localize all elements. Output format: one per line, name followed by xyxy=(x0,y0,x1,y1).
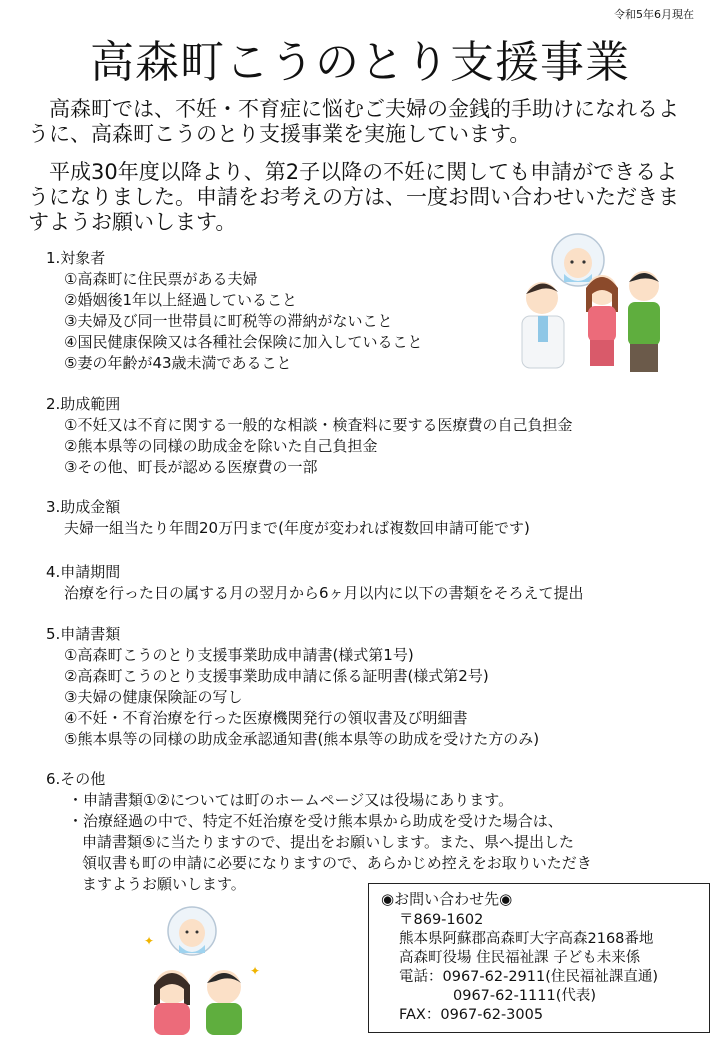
list-item: 治療を行った日の属する月の翌月から6ヶ月以内に以下の書類をそろえて提出 xyxy=(64,584,584,602)
contact-heading: ◉お問い合わせ先◉ xyxy=(381,890,513,908)
section-eligibility xyxy=(46,248,422,374)
list-item: ④国民健康保険又は各種社会保険に加入していること xyxy=(64,333,423,351)
list-item: ・申請書類①②については町のホームページ又は役場にあります。 xyxy=(68,791,514,809)
list-item-continuation: 領収書も町の申請に必要になりますので、あらかじめ控えをお取りいただき xyxy=(82,854,592,872)
contact-tel-direct: 電話：0967-62-2911(住民福祉課直通) xyxy=(399,969,659,985)
list-item: ③夫婦の健康保険証の写し xyxy=(64,688,243,706)
list-item: ④不妊・不育治療を行った医療機関発行の領収書及び明細書 xyxy=(64,709,468,727)
list-item-continuation: ますようお願いします。 xyxy=(82,875,246,893)
section-heading: 5.申請書類 xyxy=(46,625,121,643)
section-other xyxy=(46,769,592,895)
contact-postal: 〒869-1602 xyxy=(399,912,484,928)
list-item: ⑤熊本県等の同様の助成金承認通知書(熊本県等の助成を受けた方のみ) xyxy=(64,730,540,748)
list-item-continuation: 申請書類⑤に当たりますので、提出をお願いします。また、県へ提出した xyxy=(82,833,574,851)
section-documents xyxy=(46,624,539,750)
section-amount xyxy=(46,497,530,539)
couple-with-baby-illustration-icon xyxy=(130,905,280,1035)
list-item: ③夫婦及び同一世帯員に町税等の滞納がないこと xyxy=(64,312,393,330)
section-heading: 3.助成金額 xyxy=(46,498,121,516)
list-item: ①不妊又は不育に関する一般的な相談・検査料に要する医療費の自己負担金 xyxy=(64,416,573,434)
document-date: 令和5年6月現在 xyxy=(614,8,694,21)
section-period xyxy=(46,562,584,604)
list-item: ①高森町に住民票がある夫婦 xyxy=(64,270,258,288)
contact-address: 熊本県阿蘇郡高森町大字高森2168番地 xyxy=(399,931,654,947)
list-item: ①高森町こうのとり支援事業助成申請書(様式第1号) xyxy=(64,646,414,664)
list-item: ②熊本県等の同様の助成金を除いた自己負担金 xyxy=(64,437,378,455)
list-item: ②婚姻後1年以上経過していること xyxy=(64,291,297,309)
intro-paragraph-2: 平成30年度以降より、第2子以降の不妊に関しても申請ができるようになりました。申請をお考えの方は、一度お問い合わせいただきますようお願いします。 xyxy=(28,160,679,234)
section-heading: 2.助成範囲 xyxy=(46,395,121,413)
page-title: 高森町こうのとり支援事業 xyxy=(90,37,630,88)
section-heading: 4.申請期間 xyxy=(46,563,121,581)
list-item: ③その他、町長が認める医療費の一部 xyxy=(64,458,318,476)
contact-office: 高森町役場 住民福祉課 子ども未来係 xyxy=(399,950,641,966)
list-item: ⑤妻の年齢が43歳未満であること xyxy=(64,354,292,372)
list-item: ・治療経過の中で、特定不妊治療を受け熊本県から助成を受けた場合は、 xyxy=(68,812,563,830)
section-coverage xyxy=(46,394,572,478)
contact-box xyxy=(368,883,710,1033)
svg-text:✦: ✦ xyxy=(144,934,155,948)
contact-tel-main: 0967-62-1111(代表) xyxy=(453,988,597,1004)
list-item: ②高森町こうのとり支援事業助成申請に係る証明書(様式第2号) xyxy=(64,667,489,685)
svg-text:✦: ✦ xyxy=(250,964,261,978)
section-heading: 1.対象者 xyxy=(46,249,106,267)
contact-fax: FAX：0967-62-3005 xyxy=(399,1007,544,1023)
intro-paragraph-1: 高森町では、不妊・不育症に悩むご夫婦の金銭的手助けになれるように、高森町こうのとり支援事業を実施しています。 xyxy=(28,97,679,146)
list-item: 夫婦一組当たり年間20万円まで(年度が変われば複数回申請可能です) xyxy=(64,519,530,537)
doctor-couple-illustration-icon xyxy=(508,228,680,378)
section-heading: 6.その他 xyxy=(46,770,106,788)
